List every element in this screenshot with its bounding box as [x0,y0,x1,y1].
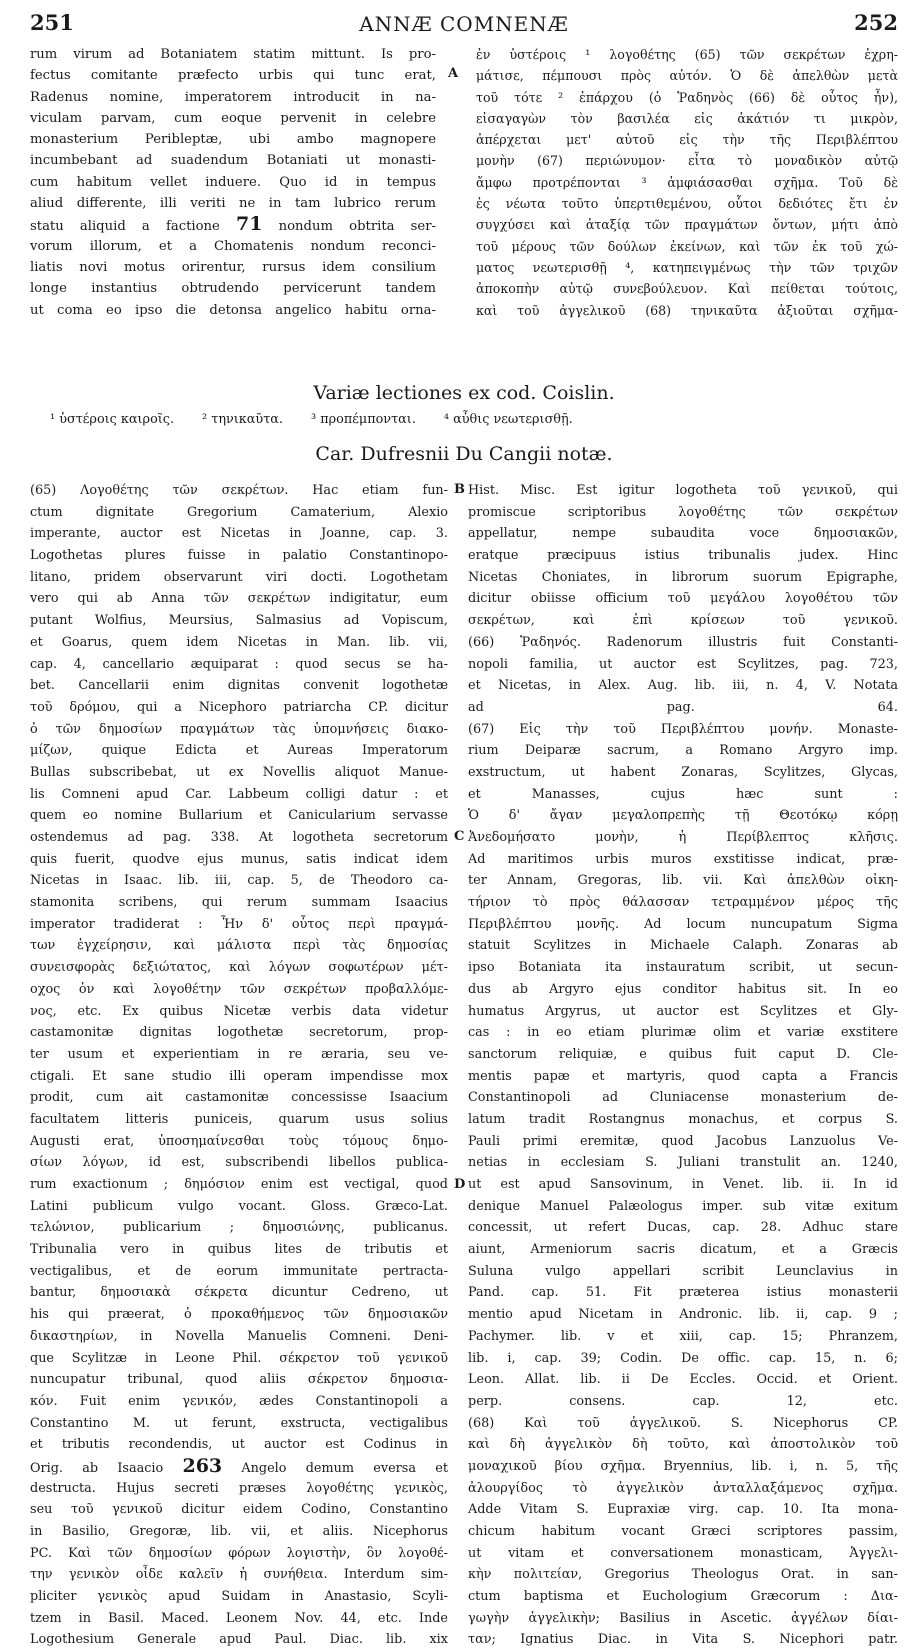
text-line: incumbebant ad suadendum Botaniati ut monasti- [30,153,436,169]
text-line: cum habitum vellet induere. Quo id in tempus [30,174,436,190]
text-line: οχος ὁν καὶ λογοθέτην τῶν σεκρέτων προβαλλόμε- [30,981,448,997]
text-line: dus ab Argyro ejus conditor habitus sit. In eo [468,981,898,997]
text-line: Pauli primi eremitæ, quod Jacobus Lanzuolus Ve- [468,1133,898,1149]
text-line: tzem in Basil. Maced. Leonem Nov. 44, etc. Inde [30,1610,448,1626]
variants-title: Variæ lectiones ex cod. Coislin. [313,382,615,404]
text-line: καὶ δὴ ἀγγελικὸν δὴ τοῦτο, καὶ ἀποστολικὸν τοῦ [468,1437,898,1453]
text-line: eratque præcipuus istius tribunalis judex. Hinc [468,548,898,564]
variant-item: ¹ ὑστέροις καιροῖς. [50,412,175,427]
text-line: appellatur, nempe subaudita voce δημοσιακῶν, [468,526,898,542]
text-line: Hist. Misc. Est igitur logotheta τοῦ γενικοῦ, qui [468,483,898,498]
text-line: ter Annam, Gregoras, lib. vii. Καὶ ἀπελθὼν οἰκη- [468,873,898,889]
text-line: ὁ τῶν δημοσίων πραγμάτων τὰς ὑπομνήσεις διακο- [30,721,448,737]
text-line: μονὴν (67) περιώνυμον· εἶτα τὸ μοναδικὸν αὐτῷ [476,153,898,169]
text-line: imperator tradiderat : Ἦν δ' οὗτος περὶ πραγμά- [30,916,448,932]
text-line: δικαστηρίων, in Novella Manuelis Comneni. Deni- [30,1328,448,1344]
text-line: quis fuerit, quodve ejus munus, satis indicat idem [30,851,448,867]
text-line: τελώνιον, publicarium ; δημοσιώνης, publicanus. [30,1220,448,1236]
text-line: bantur, δημοσιακὰ σέκρετα dicuntur Cedreno, ut [30,1285,448,1301]
text-line: monasterium Peribleptæ, ubi ambo magnopere [30,132,436,148]
text-line: ctigali. Et sane studio illi operam impendisse mox [30,1068,448,1084]
text-line: facultatem litteris puniceis, quarum usus solius [30,1111,448,1127]
text-line: ctum baptisma et Euchologium Græcorum : Δια- [468,1589,898,1605]
notes-title: Car. Dufresnii Du Cangii notæ. [315,443,613,465]
text-line: liatis novi motus orirentur, rursus idem consilium [30,259,436,275]
text-line: σεκρέτων, καὶ ἐπὶ κρίσεων τοῦ γενικοῦ. [468,613,898,629]
text-line: seu τοῦ γενικοῦ dicitur eidem Codino, Constantino [30,1502,448,1518]
text-line: Bullas subscribebat, ut ex Novellis aliquot Manue- [30,764,448,780]
text-line: ματος νεωτερισθῇ ⁴, κατηπειγμένως τὴν τῶν τριχῶν [476,259,898,275]
text-line: longe instantius obtrudendo pervicerunt tandem [30,281,436,297]
text-line: rium Deiparæ sacrum, a Romano Argyro imp. [468,743,898,759]
text-line: fectus comitante præfecto urbis qui tunc erat, [30,68,436,84]
text-line: lis Comneni apud Car. Labbeum colligi datur : et [30,786,448,802]
text-line: μοναχικοῦ βίου σχῆμα. Bryennius, lib. i, n. 5, τῆς [468,1458,898,1474]
text-line: συνεισφορὰς δεξιώτατος, καὶ λόγων σοφωτέρων μέτ- [30,960,448,976]
text-line: τοῦ δρόμου, qui a Nicephoro patriarcha CP. dicitur [30,699,448,715]
text-line: et tributis recondendis, ut auctor est Codinus in [30,1437,448,1453]
text-line: vero qui ab Anna τῶν σεκρέτων indigitatur, eum [30,591,448,607]
text-line: την γενικὸν οἶδε καλεῖν ἡ συνήθεια. Interdum sim- [30,1567,448,1583]
text-line: viculam parvam, cum eoque pervenit in celebre [30,110,436,126]
text-line: prodit, cum ait castamonitæ concessisse Isaacium [30,1090,448,1106]
text-line: Latini publicum vulgo vocant. Gloss. Græco-Lat. [30,1198,448,1214]
text-line: γωγὴν ἀγγελικὴν; Basilius in Ascetic. ἀγγέλων δίαι- [468,1610,898,1626]
text-line: ἀποκοπὴν αὐτῷ συνεβούλευον. Καὶ πείθεται τούτοις, [476,281,898,297]
text-line: imperante, auctor est Nicetas in Joanne, cap. 3. [30,526,448,542]
text-line: statu aliquid a factione 71 nondum obtrita ser- [30,214,436,236]
text-line: Leon. Allat. lib. ii De Eccles. Occid. et Orient. [468,1372,898,1388]
text-line: dicitur obiisse officium τοῦ μεγάλου λογοθέτου τῶν [468,591,898,607]
running-title: ANNÆ COMNENÆ [359,12,569,36]
text-line: Περιβλέπτου μονῆς. Ad locum nuncupatum Sigma [468,916,898,932]
text-line: chicum habitum vocant Græci scriptores passim, [468,1524,898,1539]
text-line: ut est apud Sansovinum, in Venet. lib. ii. In id [468,1177,898,1192]
text-line: perp. consens. cap. 12, etc. [468,1393,898,1409]
text-line: ἀλουργίδος τὸ ἀγγελικὸν ἀνταλλαξάμενος σχῆμα. [468,1480,898,1496]
variant-readings [50,412,898,427]
text-line: κόν. Fuit enim γενικόν, ædes Constantinopoli a [30,1393,448,1409]
variant-item: ⁴ αὖθις νεωτερισθῇ. [443,412,573,427]
text-line: vectigalibus, et de eorum immunitate pertracta- [30,1263,448,1279]
text-line: et Manasses, cujus hæc sunt : [468,786,898,802]
text-line: in Basilio, Gregoræ, lib. vii, et aliis. Nicephorus [30,1524,448,1539]
text-line: Constantino M. ut ferunt, exstructa, vectigalibus [30,1415,448,1431]
text-line: Pand. cap. 51. Fit præterea istius monasterii [468,1285,898,1301]
text-line: Nicetas Choniates, in librorum suorum Epigraphe, [468,569,898,585]
text-line: promiscue scriptoribus λογοθέτης τῶν σεκρέτων [468,504,898,520]
text-line: (68) Καὶ τοῦ ἀγγελικοῦ. S. Nicephorus CP. [468,1415,898,1431]
text-line: castamonitæ dignitas logothetæ secretorum, prop- [30,1025,448,1041]
text-line: Augusti erat, ὑποσημαίνεσθαι τοὺς τόμους δημο- [30,1133,448,1149]
page-number-right: 252 [854,10,898,35]
text-line: ter usum et experientiam in re æraria, seu ve- [30,1046,448,1062]
page-header [30,10,898,38]
text-line: Constantinopoli ad Cluniacense monasterium de- [468,1090,898,1106]
text-line: denique Manuel Palæologus imper. sub vitæ exitum [468,1198,898,1214]
text-line: Pachymer. lib. v et xiii, cap. 15; Phranzem, [468,1328,898,1344]
text-line: et Nicetas, in Alex. Aug. lib. iii, n. 4, V. Notata [468,678,898,694]
text-line: Logothetas plures fuisse in palatio Constantinopo- [30,548,448,564]
text-line: pliciter γενικὸς apud Suidam in Anastasio, Scyli- [30,1589,448,1605]
text-line: Suluna vulgo appellari scribit Leunclavius in [468,1263,898,1279]
latin-text-column [30,44,436,321]
text-line: lib. i, cap. 39; Codin. De offic. cap. 15, n. 6; [468,1350,898,1366]
margin-marker-d: D [454,1177,466,1192]
variant-item: ² τηνικαῦτα. [202,412,283,427]
text-line: bet. Cancellarii enim dignitas convenit logothetæ [30,678,448,694]
text-line: Radenus nomine, imperatorem introducit in na- [30,89,436,105]
text-line: Ad maritimos urbis muros exstitisse indicat, præ- [468,851,898,867]
text-line: nopoli familia, ut auctor est Scylitzes, pag. 723, [468,656,898,672]
text-line: latum tradit Rostangnus monachus, et corpus S. [468,1111,898,1127]
text-line: PC. Καὶ τῶν δημοσίων φόρων λογιστὴν, ὃν λογοθέ- [30,1545,448,1561]
text-line: νος, etc. Ex quibus Nicetæ verbis data videtur [30,1003,448,1019]
text-line: que Scylitzæ in Leone Phil. σέκρετον τοῦ γενικοῦ [30,1350,448,1366]
text-line: μάτισε, πέμπουσι πρὸς αὐτόν. Ὁ δὲ ἀπελθὼν μετὰ [476,68,898,84]
text-line: ἄμφω προτρέπονται ³ ἀμφιάσασθαι σχῆμα. Τοῦ δὲ [476,174,898,190]
text-line: destructa. Hujus secreti præses λογοθέτης γενικὸς, [30,1480,448,1496]
text-line: litano, pridem observarunt viri docti. Logothetam [30,569,448,585]
text-line: τήριον τὸ πρὸς θάλασσαν τετραμμένον μέρος τῆς [468,895,898,911]
margin-marker-b: B [454,482,465,497]
text-line: mentio apud Nicetam in Andronic. lib. ii, cap. 9 ; [468,1307,898,1323]
margin-number: 71 [236,214,263,236]
text-line: ταν; Ignatius Diac. in Vita S. Nicephori patr. [468,1632,898,1648]
text-line: ἐς νέωτα τοῦτο ὑπερτιθεμένου, οὗτοι δεδιότες ἔτι ἐν [476,196,898,212]
text-line: et Goarus, quem idem Nicetas in Man. lib. vii, [30,634,448,650]
text-line: statuit Scylitzes in Michaele Calaph. Zonaras ab [468,938,898,954]
text-line: nuncupatur tribunal, quod aliis σέκρετον δημοσια- [30,1372,448,1388]
text-line: his qui præerat, ὁ προκαθήμενος τῶν δημοσιακῶν [30,1307,448,1323]
text-line: Nicetas in Isaac. lib. iii, cap. 5, de Theodoro ca- [30,873,448,889]
text-line: putant Wolfius, Meursius, Salmasius ad Vopiscum, [30,613,448,629]
text-line: ostendemus ad pag. 338. At logotheta secretorum [30,830,448,845]
text-line: vorum illorum, et a Chomatenis nondum reconci- [30,238,436,254]
text-line: (67) Εἰς τὴν τοῦ Περιβλέπτου μονήν. Monaste- [468,721,898,737]
text-line: stamonita scribens, qui rerum summam Isaacius [30,895,448,911]
margin-number: 263 [182,1455,223,1477]
text-line: Orig. ab Isaacio 263 Angelo demum eversa et [30,1455,448,1477]
text-line: concessit, ut refert Ducas, cap. 28. Adhuc stare [468,1220,898,1236]
page-number-left: 251 [30,10,74,35]
text-line: ἐν ὑστέροις ¹ λογοθέτης (65) τῶν σεκρέτων ἐχρη- [476,47,898,62]
text-line: των ἐγχείρησιν, καὶ μάλιστα περὶ τὰς δημοσίας [30,938,448,954]
margin-marker-c: C [454,829,465,844]
text-line: καὶ τοῦ ἀγγελικοῦ (68) τηνικαῦτα ἀξιοῦται σχῆμα- [476,302,898,318]
text-line: Ἀνεδομήσατο μονὴν, ἡ Περίβλεπτος κλῆσις. [468,830,898,845]
text-line: humatus Argyrus, ut auctor est Scylitzes et Gly- [468,1003,898,1019]
text-line: κὴν πολιτείαν, Gregorius Theologus Orat. in san- [468,1567,898,1583]
notes-right-column [468,480,898,1651]
text-line: cap. 4, cancellario æquiparat : quod secus se ha- [30,656,448,672]
text-line: ut coma eo ipso die detonsa angelico habitu orna- [30,302,436,318]
text-line: μίζων, quique Edicta et Aureas Imperatorum [30,743,448,759]
text-line: ad pag. 64. [468,699,898,715]
text-line: aiunt, Armeniorum sacris dicatum, et a Græcis [468,1242,898,1258]
text-line: Tribunalia vero in quibus lites de tributis et [30,1242,448,1258]
text-line: τοῦ τότε ² ἐπάρχου (ὁ Ῥαδηνὸς (66) δὲ οὗτος ἦν), [476,89,898,105]
text-line: rum exactionum ; δημόσιον enim est vectigal, quod [30,1177,448,1192]
text-line: συγχύσει καὶ ἀταξίᾳ τῶν πραγμάτων ὄντων, μήτι ἀπὸ [476,217,898,233]
text-line: Adde Vitam S. Eupraxiæ virg. cap. 10. Ita mona- [468,1502,898,1518]
text-line: exstructum, ut habent Zonaras, Scylitzes, Glycas, [468,764,898,780]
text-line: εἰσαγαγὼν τὸν βασιλέα εἰς ἀκάτιόν τι μικρὸν, [476,110,898,126]
text-line: Logothesium Generale apud Paul. Diac. lib. xix [30,1632,448,1648]
text-line: sanctorum reliquiæ, e quibus fuit caput D. Cle- [468,1046,898,1062]
text-line: Ὁ δ' ἄγαν μεγαλοπρεπὴς τῇ Θεοτόκῳ κόρῃ [468,808,898,824]
text-line: σίων λόγων, id est, subscribendi libellos publica- [30,1155,448,1171]
text-line: rum virum ad Botaniatem statim mittunt. Is pro- [30,47,436,62]
variant-item: ³ προπέμπονται. [311,412,416,427]
text-line: aliud differente, illi veriti ne in tam lubrico rerum [30,196,436,212]
text-line: cas : in eo etiam plurimæ olim et variæ exstitere [468,1025,898,1041]
text-line: (65) Λογοθέτης τῶν σεκρέτων. Hac etiam fun- [30,483,448,498]
text-line: ctum dignitate Gregorium Camaterium, Alexio [30,504,448,520]
notes-left-column [30,480,448,1651]
text-line: ἀπέρχεται μετ' αὐτοῦ εἰς τὴν τῆς Περιβλέπτου [476,132,898,148]
text-line: ut vitam et conversationem monasticam, Ἀγγελι- [468,1545,898,1561]
text-line: (66) Ῥαδηνός. Radenorum illustris fuit Constanti- [468,634,898,650]
text-line: netias in ecclesiam S. Juliani transtulit an. 1240, [468,1155,898,1171]
greek-text-column [476,44,898,321]
text-line: τοῦ μέρους τῶν δούλων ἐκείνων, καὶ τῶν ἐκ τοῦ χώ- [476,238,898,254]
text-line: quem eo nomine Bullarium et Canicularium servasse [30,808,448,824]
text-line: ipso Botaniata ita instauratum scribit, ut secun- [468,960,898,976]
text-line: mentis papæ et martyris, quod capta a Francis [468,1068,898,1084]
margin-marker-a: A [448,66,459,81]
document-page [30,0,898,1648]
